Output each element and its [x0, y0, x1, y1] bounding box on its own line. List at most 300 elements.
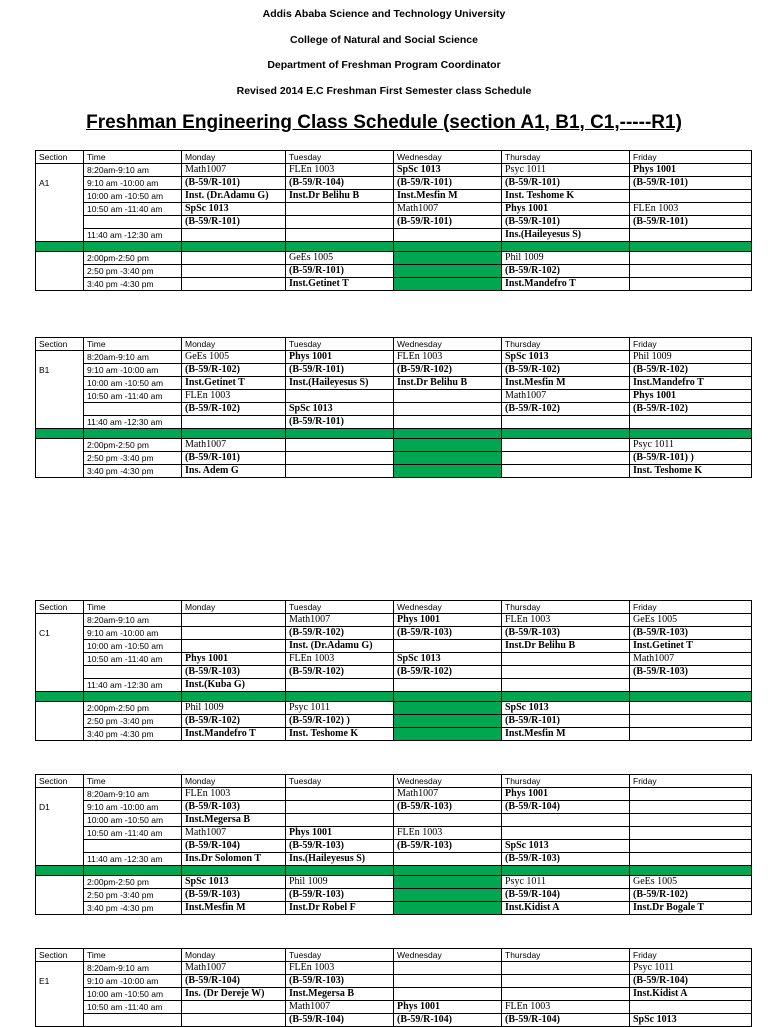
- section-cell: [36, 465, 84, 478]
- time-cell: 10:00 am -10:50 am: [84, 814, 182, 827]
- break-cell: [182, 866, 286, 876]
- class-entry: Inst.(Kuba G): [185, 679, 246, 690]
- class-cell: [630, 364, 752, 377]
- section-cell: [36, 788, 84, 801]
- class-entry: FLEn 1003: [397, 351, 443, 362]
- class-entry: Phys 1001: [633, 390, 677, 401]
- table-row: [36, 801, 752, 814]
- class-cell: [630, 889, 752, 902]
- class-cell: [286, 403, 394, 416]
- class-cell: [394, 452, 502, 465]
- class-cell: [182, 216, 286, 229]
- column-header: Tuesday: [286, 775, 394, 788]
- class-entry: Math1007: [185, 827, 227, 838]
- time-cell: 10:00 am -10:50 am: [84, 640, 182, 653]
- break-cell: [36, 242, 84, 252]
- class-cell: [286, 653, 394, 666]
- class-cell: [286, 962, 394, 975]
- class-cell: [630, 1014, 752, 1027]
- class-cell: [394, 364, 502, 377]
- class-cell: [182, 377, 286, 390]
- class-cell: [182, 1014, 286, 1027]
- class-cell: [394, 715, 502, 728]
- class-cell: [502, 666, 630, 679]
- class-cell: [630, 452, 752, 465]
- time-cell: 9:10 am -10:00 am: [84, 975, 182, 988]
- university-name: Addis Ababa Science and Technology University: [262, 8, 506, 20]
- table-row: [36, 653, 752, 666]
- class-cell: [182, 403, 286, 416]
- class-cell: [502, 203, 630, 216]
- class-cell: [182, 975, 286, 988]
- class-cell: [502, 814, 630, 827]
- class-entry: Math1007: [185, 439, 227, 450]
- class-entry: (B-59/R-104): [185, 840, 240, 851]
- class-cell: [182, 190, 286, 203]
- column-header: Time: [84, 775, 182, 788]
- class-entry: Inst.Dr Bogale T: [633, 902, 705, 913]
- class-cell: [630, 988, 752, 1001]
- class-entry: (B-59/R-104): [505, 1014, 560, 1025]
- table-row: [36, 640, 752, 653]
- class-cell: [630, 252, 752, 265]
- column-header: Time: [84, 949, 182, 962]
- section-cell: [36, 278, 84, 291]
- time-cell: [84, 840, 182, 853]
- class-cell: [394, 679, 502, 692]
- class-cell: [630, 788, 752, 801]
- class-cell: [286, 416, 394, 429]
- class-cell: [394, 627, 502, 640]
- section-cell: B1: [36, 364, 84, 377]
- class-cell: [286, 876, 394, 889]
- section-cell: [36, 614, 84, 627]
- table-header-row: [36, 601, 752, 614]
- class-cell: [394, 876, 502, 889]
- class-cell: [182, 164, 286, 177]
- time-cell: [84, 1014, 182, 1027]
- class-entry: Inst.Mesfin M: [185, 902, 246, 913]
- time-cell: 11:40 am -12:30 am: [84, 416, 182, 429]
- class-cell: [182, 666, 286, 679]
- section-cell: [36, 853, 84, 866]
- class-cell: [286, 801, 394, 814]
- class-cell: [182, 452, 286, 465]
- class-entry: Inst. Teshome K: [633, 465, 703, 476]
- class-cell: [630, 728, 752, 741]
- section-cell: [36, 902, 84, 915]
- class-cell: [286, 364, 394, 377]
- time-cell: [84, 666, 182, 679]
- section-cell: [36, 876, 84, 889]
- class-cell: [394, 1014, 502, 1027]
- section-cell: [36, 988, 84, 1001]
- class-entry: (B-59/R-102): [633, 889, 688, 900]
- table-row: [36, 265, 752, 278]
- table-row: [36, 177, 752, 190]
- break-cell: [502, 866, 630, 876]
- table-row: [36, 715, 752, 728]
- class-cell: [394, 265, 502, 278]
- class-entry: (B-59/R-101): [505, 177, 560, 188]
- class-entry: (B-59/R-103): [185, 666, 240, 677]
- class-entry: Ins.(Haileyesus S): [289, 853, 366, 864]
- class-cell: [630, 351, 752, 364]
- column-header: Thursday: [502, 775, 630, 788]
- class-cell: [182, 889, 286, 902]
- table-row: [36, 702, 752, 715]
- section-cell: [36, 679, 84, 692]
- class-entry: Math1007: [633, 653, 675, 664]
- time-cell: 3:40 pm -4:30 pm: [84, 902, 182, 915]
- class-entry: Inst.Mesfin M: [505, 728, 566, 739]
- column-header: Wednesday: [394, 775, 502, 788]
- class-cell: [286, 377, 394, 390]
- section-cell: [36, 666, 84, 679]
- class-entry: Phys 1001: [289, 351, 333, 362]
- class-entry: (B-59/R-103): [397, 801, 452, 812]
- class-entry: (B-59/R-103): [289, 975, 344, 986]
- time-cell: 3:40 pm -4:30 pm: [84, 278, 182, 291]
- time-cell: 2:00pm-2:50 pm: [84, 252, 182, 265]
- section-cell: [36, 889, 84, 902]
- class-cell: [182, 801, 286, 814]
- section-cell: [36, 164, 84, 177]
- column-header: Friday: [630, 601, 752, 614]
- section-cell: E1: [36, 975, 84, 988]
- class-cell: [286, 889, 394, 902]
- class-entry: SpSc 1013: [397, 653, 441, 664]
- class-entry: Inst.Getinet T: [289, 278, 349, 289]
- class-cell: [630, 216, 752, 229]
- class-cell: [502, 252, 630, 265]
- class-entry: (B-59/R-101): [289, 265, 344, 276]
- class-entry: (B-59/R-102): [289, 627, 344, 638]
- column-header: Thursday: [502, 151, 630, 164]
- time-cell: 10:50 am -11:40 am: [84, 827, 182, 840]
- class-cell: [286, 702, 394, 715]
- class-cell: [630, 278, 752, 291]
- class-entry: Phil 1009: [505, 252, 544, 263]
- class-cell: [394, 853, 502, 866]
- class-cell: [286, 390, 394, 403]
- class-entry: (B-59/R-104): [289, 177, 344, 188]
- class-cell: [502, 653, 630, 666]
- time-cell: 10:50 am -11:40 am: [84, 203, 182, 216]
- class-entry: (B-59/R-101): [289, 364, 344, 375]
- time-cell: 9:10 am -10:00 am: [84, 801, 182, 814]
- class-cell: [630, 614, 752, 627]
- class-cell: [630, 827, 752, 840]
- section-cell: [36, 351, 84, 364]
- column-header: Tuesday: [286, 601, 394, 614]
- class-cell: [630, 403, 752, 416]
- class-cell: [182, 390, 286, 403]
- class-cell: [394, 801, 502, 814]
- schedule-table-d1: [35, 774, 752, 915]
- table-row: [36, 876, 752, 889]
- class-entry: Ins.(Haileyesus S): [505, 229, 582, 240]
- table-row: [36, 278, 752, 291]
- column-header: Time: [84, 338, 182, 351]
- class-entry: Phys 1001: [505, 203, 549, 214]
- class-cell: [502, 640, 630, 653]
- lunch-break-row: [36, 429, 752, 439]
- class-entry: (B-59/R-103): [633, 666, 688, 677]
- class-cell: [630, 840, 752, 853]
- class-entry: Phil 1009: [289, 876, 328, 887]
- class-entry: (B-59/R-101): [397, 177, 452, 188]
- class-entry: Inst.Mandefro T: [185, 728, 256, 739]
- class-cell: [286, 715, 394, 728]
- time-cell: 3:40 pm -4:30 pm: [84, 465, 182, 478]
- section-cell: [36, 640, 84, 653]
- class-entry: SpSc 1013: [185, 203, 229, 214]
- break-cell: [286, 429, 394, 439]
- class-entry: (B-59/R-103): [185, 801, 240, 812]
- class-cell: [394, 216, 502, 229]
- table-row: [36, 889, 752, 902]
- class-entry: (B-59/R-103): [633, 627, 688, 638]
- column-header: Wednesday: [394, 601, 502, 614]
- class-cell: [182, 853, 286, 866]
- section-cell: [36, 403, 84, 416]
- lunch-break-row: [36, 242, 752, 252]
- class-entry: (B-59/R-102): [289, 666, 344, 677]
- time-cell: 11:40 am -12:30 am: [84, 679, 182, 692]
- class-cell: [394, 203, 502, 216]
- class-entry: Psyc 1011: [633, 962, 675, 973]
- section-cell: [36, 962, 84, 975]
- time-cell: 2:00pm-2:50 pm: [84, 876, 182, 889]
- class-cell: [630, 377, 752, 390]
- class-entry: Phys 1001: [633, 164, 677, 175]
- class-cell: [394, 827, 502, 840]
- break-cell: [394, 866, 502, 876]
- class-cell: [394, 640, 502, 653]
- break-cell: [286, 242, 394, 252]
- column-header: Thursday: [502, 601, 630, 614]
- class-cell: [394, 229, 502, 242]
- class-cell: [502, 962, 630, 975]
- class-cell: [286, 975, 394, 988]
- section-cell: [36, 715, 84, 728]
- column-header: Monday: [182, 338, 286, 351]
- time-cell: [84, 216, 182, 229]
- class-cell: [630, 876, 752, 889]
- class-entry: Phys 1001: [289, 827, 333, 838]
- time-cell: 10:50 am -11:40 am: [84, 390, 182, 403]
- class-cell: [502, 351, 630, 364]
- table-row: [36, 988, 752, 1001]
- class-cell: [630, 390, 752, 403]
- class-entry: (B-59/R-104): [505, 889, 560, 900]
- time-cell: 2:00pm-2:50 pm: [84, 439, 182, 452]
- schedule-table-c1: [35, 600, 752, 741]
- class-cell: [286, 679, 394, 692]
- class-entry: Ins. (Dr Dereje W): [185, 988, 265, 999]
- class-cell: [630, 653, 752, 666]
- table-row: [36, 164, 752, 177]
- table-row: [36, 1014, 752, 1027]
- class-cell: [502, 614, 630, 627]
- lunch-break-row: [36, 866, 752, 876]
- class-entry: (B-59/R-102): [397, 666, 452, 677]
- class-cell: [182, 962, 286, 975]
- class-cell: [630, 1001, 752, 1014]
- schedule-table-a1: [35, 150, 752, 291]
- break-cell: [286, 692, 394, 702]
- class-entry: (B-59/R-101): [185, 216, 240, 227]
- class-cell: [502, 416, 630, 429]
- table-row: [36, 679, 752, 692]
- class-cell: [394, 988, 502, 1001]
- class-entry: (B-59/R-104): [505, 801, 560, 812]
- table-row: [36, 416, 752, 429]
- class-entry: (B-59/R-101): [505, 216, 560, 227]
- class-cell: [394, 278, 502, 291]
- break-cell: [84, 692, 182, 702]
- table-row: [36, 216, 752, 229]
- class-cell: [286, 666, 394, 679]
- class-entry: (B-59/R-103): [185, 889, 240, 900]
- class-cell: [502, 902, 630, 915]
- class-entry: Math1007: [397, 788, 439, 799]
- class-entry: (B-59/R-102): [505, 403, 560, 414]
- table-row: [36, 390, 752, 403]
- class-cell: [630, 902, 752, 915]
- break-cell: [394, 692, 502, 702]
- class-cell: [630, 962, 752, 975]
- class-cell: [286, 465, 394, 478]
- table-row: [36, 229, 752, 242]
- class-cell: [286, 203, 394, 216]
- class-entry: SpSc 1013: [505, 840, 549, 851]
- class-entry: Math1007: [185, 962, 227, 973]
- class-cell: [182, 627, 286, 640]
- class-cell: [502, 452, 630, 465]
- class-cell: [630, 801, 752, 814]
- department-name: Department of Freshman Program Coordinator: [267, 59, 501, 71]
- class-cell: [286, 351, 394, 364]
- break-cell: [84, 429, 182, 439]
- class-cell: [182, 640, 286, 653]
- column-header: Monday: [182, 601, 286, 614]
- class-entry: (B-59/R-101) ): [633, 452, 694, 463]
- class-cell: [502, 265, 630, 278]
- class-cell: [502, 278, 630, 291]
- column-header: Section: [36, 338, 84, 351]
- class-cell: [394, 614, 502, 627]
- section-cell: [36, 190, 84, 203]
- class-entry: (B-59/R-101): [397, 216, 452, 227]
- class-cell: [630, 814, 752, 827]
- class-entry: Psyc 1011: [633, 439, 675, 450]
- break-cell: [502, 692, 630, 702]
- class-entry: Phys 1001: [505, 788, 549, 799]
- column-header: Wednesday: [394, 151, 502, 164]
- class-cell: [630, 190, 752, 203]
- class-cell: [502, 788, 630, 801]
- class-entry: Phil 1009: [633, 351, 672, 362]
- class-entry: Inst.Dr Belihu B: [397, 377, 468, 388]
- class-entry: FLEn 1003: [505, 614, 551, 625]
- class-cell: [394, 889, 502, 902]
- class-cell: [502, 889, 630, 902]
- class-entry: (B-59/R-103): [505, 627, 560, 638]
- class-entry: Phys 1001: [397, 1001, 441, 1012]
- class-entry: SpSc 1013: [505, 702, 549, 713]
- class-cell: [394, 653, 502, 666]
- class-cell: [394, 177, 502, 190]
- class-cell: [286, 627, 394, 640]
- class-cell: [502, 853, 630, 866]
- column-header: Tuesday: [286, 338, 394, 351]
- column-header: Wednesday: [394, 949, 502, 962]
- table-row: [36, 364, 752, 377]
- class-entry: GeEs 1005: [289, 252, 334, 263]
- column-header: Tuesday: [286, 151, 394, 164]
- table-row: [36, 962, 752, 975]
- class-entry: Ins. Adem G: [185, 465, 239, 476]
- column-header: Section: [36, 949, 84, 962]
- table-row: [36, 853, 752, 866]
- class-cell: [630, 702, 752, 715]
- break-cell: [36, 429, 84, 439]
- class-cell: [394, 788, 502, 801]
- class-cell: [286, 988, 394, 1001]
- column-header: Section: [36, 601, 84, 614]
- class-entry: (B-59/R-102) ): [289, 715, 350, 726]
- lunch-break-row: [36, 692, 752, 702]
- class-cell: [286, 728, 394, 741]
- section-cell: [36, 265, 84, 278]
- break-cell: [84, 242, 182, 252]
- section-cell: [36, 814, 84, 827]
- table-row: [36, 465, 752, 478]
- revision-note: Revised 2014 E.C Freshman First Semester class Schedule: [236, 85, 532, 97]
- column-header: Friday: [630, 151, 752, 164]
- class-entry: (B-59/R-103): [289, 840, 344, 851]
- class-cell: [502, 403, 630, 416]
- section-cell: [36, 416, 84, 429]
- section-cell: [36, 229, 84, 242]
- class-cell: [286, 853, 394, 866]
- class-cell: [502, 164, 630, 177]
- class-cell: [502, 377, 630, 390]
- class-cell: [502, 229, 630, 242]
- class-entry: Inst.Kidist A: [505, 902, 560, 913]
- section-cell: [36, 452, 84, 465]
- break-cell: [36, 692, 84, 702]
- class-cell: [630, 203, 752, 216]
- break-cell: [394, 429, 502, 439]
- class-entry: FLEn 1003: [633, 203, 679, 214]
- class-entry: Psyc 1011: [289, 702, 331, 713]
- class-entry: (B-59/R-102): [397, 364, 452, 375]
- class-cell: [394, 190, 502, 203]
- class-cell: [394, 403, 502, 416]
- time-cell: 10:50 am -11:40 am: [84, 1001, 182, 1014]
- class-cell: [286, 1014, 394, 1027]
- class-cell: [630, 416, 752, 429]
- time-cell: 8:20am-9:10 am: [84, 788, 182, 801]
- class-cell: [630, 229, 752, 242]
- class-cell: [286, 614, 394, 627]
- class-cell: [182, 702, 286, 715]
- class-cell: [394, 416, 502, 429]
- class-entry: (B-59/R-102): [633, 364, 688, 375]
